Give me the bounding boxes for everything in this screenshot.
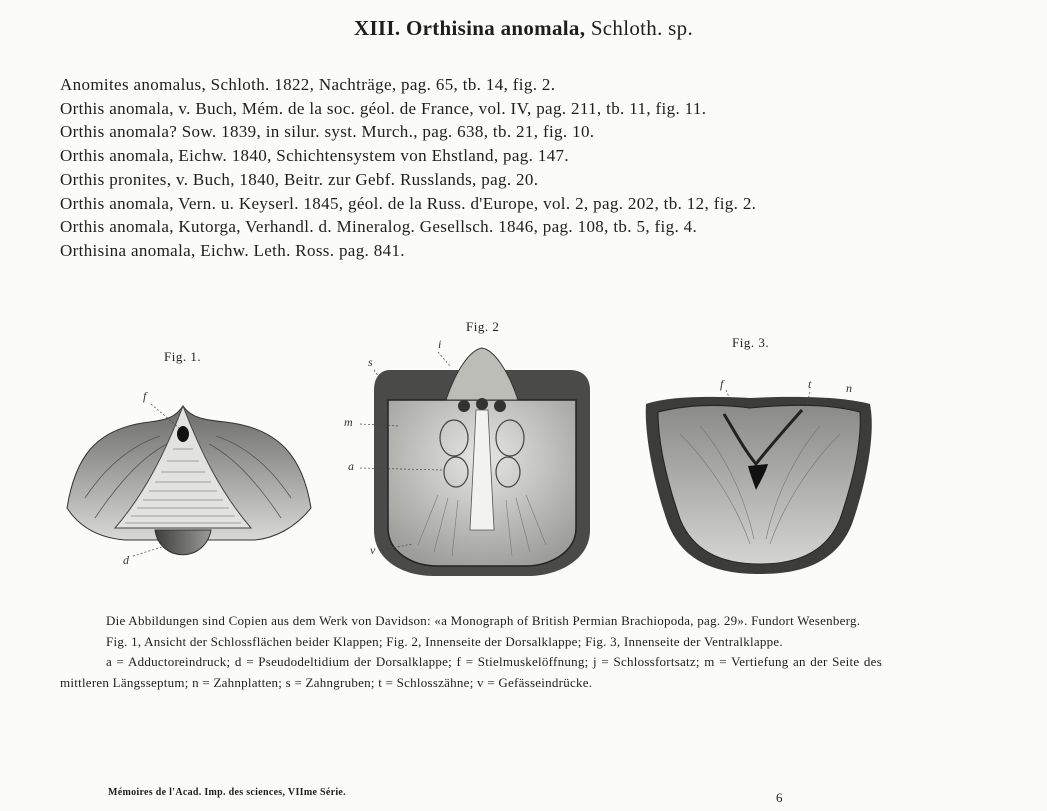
- synonym-entry: Orthis pronites, v. Buch, 1840, Beitr. zur Gebf. Russlands, pag. 20.: [60, 169, 539, 189]
- fig2-mark-a: a: [348, 459, 354, 473]
- fig2-label: Fig. 2: [466, 319, 500, 334]
- caption-legend: a = Adductoreindruck; d = Pseudodeltidium der Dorsalklappe; f = Stielmuskelöffnung; j = Schlossfortsatz; m = Vertiefung an der Seite des mittleren Längsseptum; n = Zahnplatten; s = Zahngruben; t = Schlosszähne; v = Gefässeindrücke.: [60, 654, 882, 690]
- synonym-entry: Orthis anomala? Sow. 1839, in silur. syst. Murch., pag. 638, tb. 21, fig. 10.: [60, 122, 595, 142]
- synonym-entry: Anomites anomalus, Schloth. 1822, Nachträge, pag. 65, tb. 14, fig. 2.: [60, 75, 556, 94]
- synonym-entry: Orthis anomala, Eichw. 1840, Schichtensystem von Ehstland, pag. 147.: [60, 146, 570, 166]
- synonym-entry: Orthis anomala, Vern. u. Keyserl. 1845, géol. de la Russ. d'Europe, vol. 2, pag. 202, tb. 12, fig. 2.: [60, 193, 757, 213]
- fig1-mark-d: d: [123, 553, 129, 567]
- fig2-mark-m: m: [344, 415, 353, 429]
- synonym-entry: Orthis anomala, v. Buch, Mém. de la soc. géol. de France, vol. IV, pag. 211, tb. 11, fig. 11.: [60, 98, 707, 118]
- synonym-entry: Orthis anomala, Kutorga, Verhandl. d. Mineralog. Gesellsch. 1846, pag. 108, tb. 5, fig. 4.: [60, 217, 698, 237]
- fig2-mark-v: v: [370, 543, 376, 557]
- fig3-mark-n: n: [846, 381, 852, 395]
- caption-figures: Fig. 1, Ansicht der Schlossflächen beider Klappen; Fig. 2, Innenseite der Dorsalklappe; Fig. 3, Innenseite der Ventralklappe.: [106, 633, 783, 649]
- fig1-label: Fig. 1.: [164, 349, 202, 364]
- journal-footer: Mémoires de l'Acad. Imp. des sciences, VIIme Série.: [108, 787, 346, 798]
- fig1-illustration: [55, 378, 325, 578]
- caption-source: Die Abbildungen sind Copien aus dem Werk von Davidson: «a Monograph of British Permian Brachiopoda, pag. 29». Fundort Wesenberg.: [106, 613, 861, 628]
- species-name: Orthisina anomala,: [405, 16, 586, 40]
- fig3-mark-t: t: [808, 377, 812, 391]
- fig2-illustration: [338, 330, 618, 580]
- synonym-entry: Orthisina anomala, Eichw. Leth. Ross. pag. 841.: [60, 240, 405, 260]
- figure-caption: [60, 611, 882, 693]
- page-number: 6: [776, 790, 783, 805]
- species-author: Schloth. sp.: [590, 16, 694, 40]
- page-title: [0, 16, 1047, 41]
- fig2-mark-s: s: [368, 355, 373, 369]
- fig2-mark-i: i: [438, 337, 442, 351]
- fig3-label: Fig. 3.: [732, 335, 770, 350]
- fig1-mark-f: f: [143, 389, 147, 403]
- fig3-illustration: [640, 374, 880, 579]
- fig3-mark-f: f: [720, 377, 724, 391]
- section-number: XIII.: [353, 16, 401, 40]
- synonymy-list: [60, 73, 960, 263]
